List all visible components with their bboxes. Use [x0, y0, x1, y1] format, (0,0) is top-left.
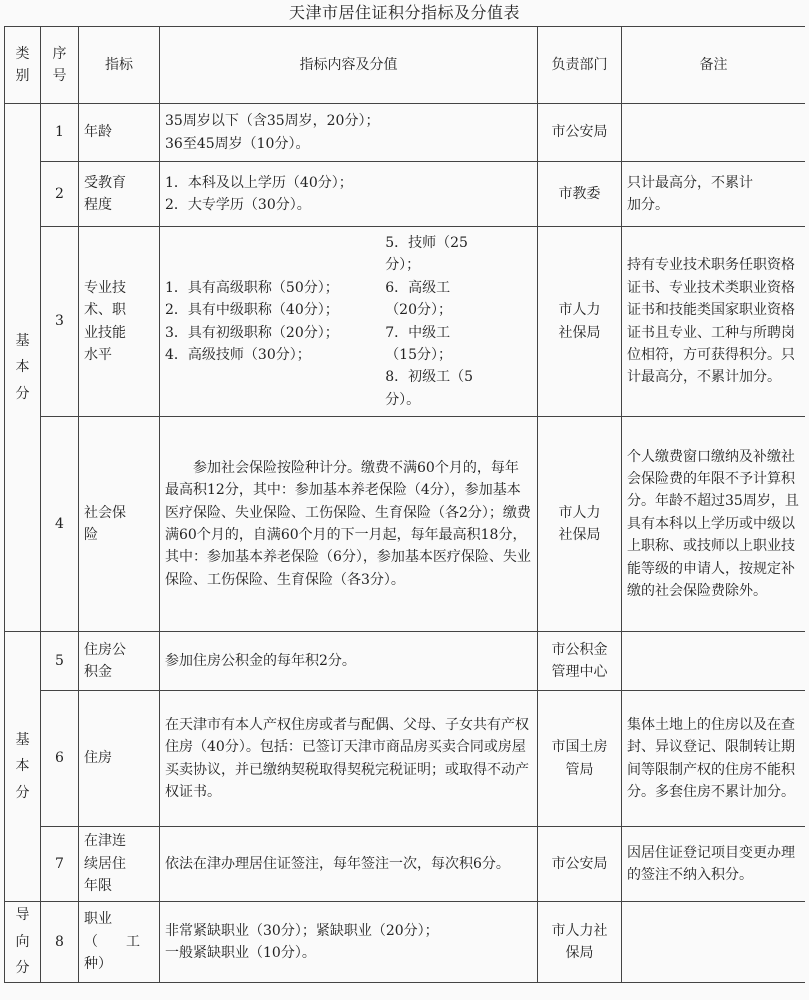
row-note: [622, 632, 806, 691]
row-indicator: 职业 （ 工 种）: [79, 902, 160, 983]
table-row: [5, 417, 806, 632]
row-indicator: 住房公 积金: [79, 632, 160, 691]
row-content: 参加社会保险按险种计分。缴费不满60个月的，每年最高积12分，其中：参加基本养老保险（4分），参加基本医疗保险、失业保险、工伤保险、生育保险（各2分）；缴费满60个月的，自满60个月的下一月起，每年最高积18分，其中：参加基本养老保险（6分），参加基本医疗保险、失业保险、工伤保险、生育保险（各3分）。: [160, 417, 538, 632]
row-content: [160, 227, 538, 417]
row-seq: 8: [41, 902, 79, 983]
table-wrapper: [4, 26, 805, 1000]
table-row: [5, 632, 806, 691]
row-note: 因居住证登记项目变更办理的签注不纳入积分。: [622, 827, 806, 902]
row-content: 在天津市有本人产权住房或者与配偶、父母、子女共有产权住房（40分）。包括：已签订天津市商品房买卖合同或房屋买卖协议，并已缴纳契税取得契税完税证明；或取得不动产权证书。: [160, 691, 538, 827]
table-row: [5, 227, 806, 417]
header-seq: 序 号: [41, 27, 79, 104]
row-note: 个人缴费窗口缴纳及补缴社会保险费的年限不予计算积分。年龄不超过35周岁，且具有本科以上学历或中级以上职称、或技师以上职业技能等级的申请人，按规定补缴的社会保险费除外。: [622, 417, 806, 632]
row-note: 集体土地上的住房以及在查封、异议登记、限制转让期间等限制产权的住房不能积分。多套住房不累计加分。: [622, 691, 806, 827]
row-seq: 3: [41, 227, 79, 417]
row-content: 1．本科及以上学历（40分）； 2．大专学历（30分）。: [160, 162, 538, 227]
category-guide: 导 向 分: [5, 902, 41, 983]
header-note: 备注: [622, 27, 806, 104]
page-title: 天津市居住证积分指标及分值表: [288, 3, 520, 22]
row-indicator: 受教育 程度: [79, 162, 160, 227]
row-dept: 市公积金 管理中心: [538, 632, 622, 691]
row-dept: 市国土房 管局: [538, 691, 622, 827]
row-note: [622, 104, 806, 162]
row-content: 依法在津办理居住证签注，每年签注一次，每次积6分。: [160, 827, 538, 902]
row-note: 持有专业技术职务任职资格证书、专业技术类职业资格证书和技能类国家职业资格证书且专业、工种与所聘岗位相符，方可获得积分。只计最高分，不累计加分。: [622, 227, 806, 417]
row-dept: 市公安局: [538, 827, 622, 902]
table-row: [5, 827, 806, 902]
row-seq: 5: [41, 632, 79, 691]
row-seq: 2: [41, 162, 79, 227]
table-row: [5, 691, 806, 827]
row-seq: 4: [41, 417, 79, 632]
row-indicator: 年龄: [79, 104, 160, 162]
row-content: 非常紧缺职业（30分）；紧缺职业（20分）； 一般紧缺职业（10分）。: [160, 902, 538, 983]
header-category: 类 别: [5, 27, 41, 104]
row-content: 参加住房公积金的每年积2分。: [160, 632, 538, 691]
header-indicator: 指标: [79, 27, 160, 104]
title-levels-left: 1．具有高级职称（50分）； 2．具有中级职称（40分）； 3．具有初级职称（20分）； 4．高级技师（30分）；: [165, 279, 339, 363]
row-dept: 市人力 社保局: [538, 227, 622, 417]
row-content: 35周岁以下（含35周岁，20分）； 36至45周岁（10分）。: [160, 104, 538, 162]
header-content: 指标内容及分值: [160, 27, 538, 104]
row-seq: 7: [41, 827, 79, 902]
table-row: [5, 902, 806, 983]
row-note: 只计最高分，不累计 加分。: [622, 162, 806, 227]
header-dept: 负责部门: [538, 27, 622, 104]
score-table: [4, 26, 805, 983]
category-basic: 基 本 分: [5, 104, 41, 632]
row-indicator: 在津连 续居住 年限: [79, 827, 160, 902]
row-indicator: 社会保 险: [79, 417, 160, 632]
row-dept: 市人力社 保局: [538, 902, 622, 983]
row-dept: 市教委: [538, 162, 622, 227]
title-levels-right: 5．技师（25 分）； 6．高级工 （20分）； 7．中级工 （15分）； 8．初级工（5 分）。: [385, 234, 474, 408]
header-row: [5, 27, 806, 104]
row-seq: 6: [41, 691, 79, 827]
table-row: [5, 104, 806, 162]
row-indicator: 专业技 术、职 业技能 水平: [79, 227, 160, 417]
row-dept: 市公安局: [538, 104, 622, 162]
row-dept: 市人力 社保局: [538, 417, 622, 632]
row-seq: 1: [41, 104, 79, 162]
row-note: [622, 902, 806, 983]
row-indicator: 住房: [79, 691, 160, 827]
category-basic: 基 本 分: [5, 632, 41, 902]
table-row: [5, 162, 806, 227]
